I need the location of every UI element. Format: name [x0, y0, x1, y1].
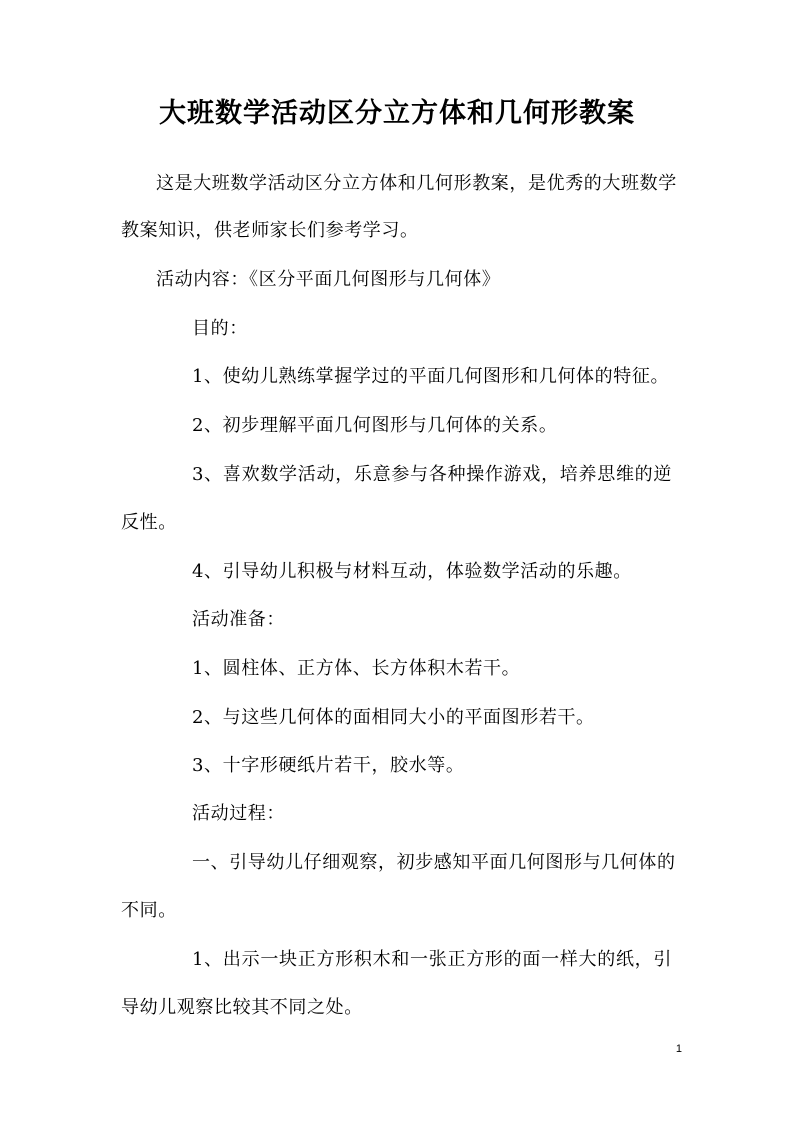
paragraph-line: 3、十字形硬纸片若干，胶水等。	[192, 755, 465, 776]
paragraph-line: 1、出示一块正方形积木和一张正方形的面一样大的纸，引	[192, 949, 672, 970]
document-title: 大班数学活动区分立方体和几何形教案	[159, 98, 635, 129]
paragraph-line: 2、与这些几何体的面相同大小的平面图形若干。	[192, 707, 595, 728]
page-number: 1	[675, 1043, 682, 1055]
paragraph-line: 这是大班数学活动区分立方体和几何形教案，是优秀的大班数学	[156, 173, 677, 194]
paragraph-line: 3、喜欢数学活动，乐意参与各种操作游戏，培养思维的逆	[192, 464, 672, 485]
paragraph-line: 2、初步理解平面几何图形与几何体的关系。	[192, 415, 558, 436]
paragraph-line: 一、引导幼儿仔细观察，初步感知平面几何图形与几何体的	[192, 852, 676, 873]
paragraph-line: 活动准备：	[192, 609, 285, 630]
paragraph-line: 活动内容：《区分平面几何图形与几何体》	[156, 269, 501, 290]
paragraph-line: 不同。	[121, 900, 177, 921]
paragraph-line: 教案知识，供老师家长们参考学习。	[121, 220, 419, 241]
paragraph-line: 活动过程：	[192, 803, 285, 824]
paragraph-line: 1、圆柱体、正方体、长方体积木若干。	[192, 658, 521, 679]
paragraph-line: 目的：	[192, 318, 248, 339]
paragraph-line: 1、使幼儿熟练掌握学过的平面几何图形和几何体的特征。	[192, 366, 670, 387]
paragraph-line: 4、引导幼儿积极与材料互动，体验数学活动的乐趣。	[192, 561, 632, 582]
paragraph-line: 导幼儿观察比较其不同之处。	[121, 997, 363, 1018]
paragraph-line: 反性。	[121, 512, 177, 533]
